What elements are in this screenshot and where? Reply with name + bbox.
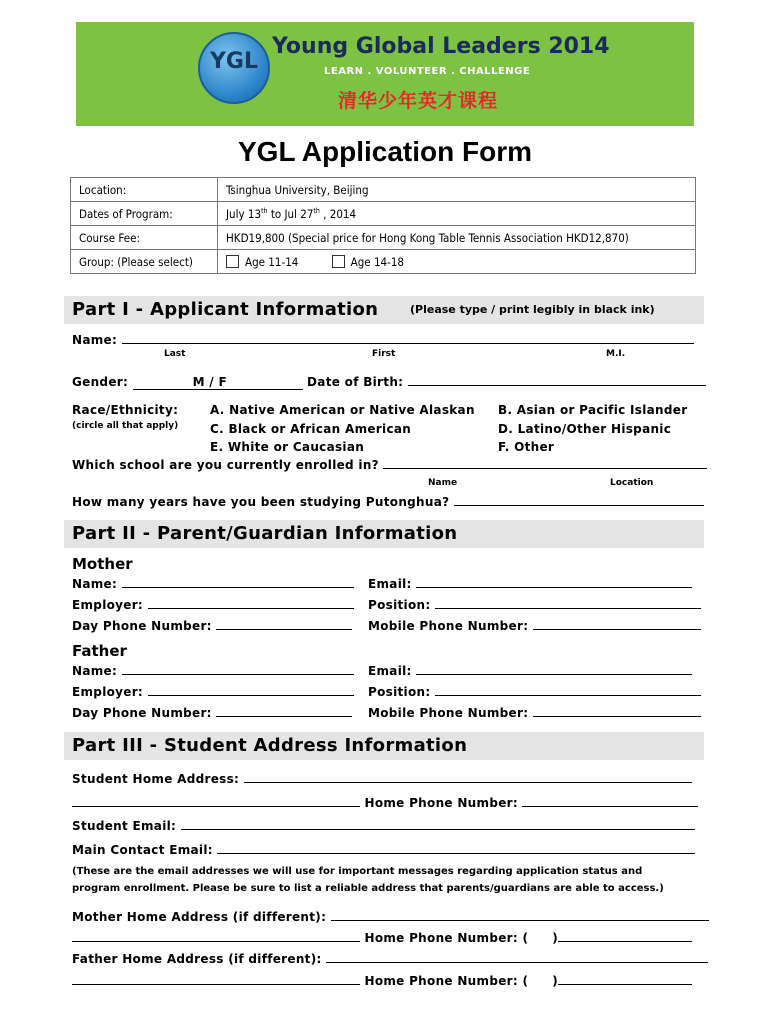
dates-end-suffix: th — [313, 206, 320, 215]
mother-employer-line[interactable] — [148, 598, 354, 609]
close-paren: ) — [552, 974, 559, 988]
location-label: Location: — [71, 178, 218, 202]
father-email-line[interactable] — [416, 664, 692, 675]
label: Name: — [72, 577, 118, 591]
label: Name: — [72, 664, 118, 678]
father-heading: Father — [72, 642, 127, 660]
father-home-phone-line[interactable] — [558, 974, 692, 985]
group-option-2[interactable] — [332, 255, 404, 269]
label: Email: — [368, 664, 412, 678]
table-row — [71, 202, 696, 226]
banner-subtitle: LEARN . VOLUNTEER . CHALLENGE — [324, 66, 531, 77]
student-address-line[interactable] — [244, 772, 692, 783]
mother-email-line[interactable] — [416, 577, 692, 588]
label: Day Phone Number: — [72, 619, 212, 633]
main-email-field[interactable] — [72, 843, 695, 857]
race-option-d[interactable]: D. Latino/Other Hispanic — [498, 422, 672, 436]
student-email-line[interactable] — [181, 819, 695, 830]
group-options — [218, 250, 696, 274]
mother-employer-field[interactable] — [72, 598, 354, 612]
label: Employer: — [72, 598, 144, 612]
header-banner — [76, 22, 694, 126]
logo-text: YGL — [209, 49, 258, 74]
father-address-field[interactable] — [72, 952, 708, 966]
race-option-f[interactable]: F. Other — [498, 440, 555, 454]
section-title: Part III - Student Address Information — [72, 735, 468, 756]
father-day-phone-line[interactable] — [216, 706, 352, 717]
father-position-line[interactable] — [435, 685, 701, 696]
father-address-line-2[interactable] — [72, 974, 360, 985]
student-address-field[interactable] — [72, 772, 692, 786]
race-option-c[interactable]: C. Black or African American — [210, 422, 412, 436]
student-email-field[interactable] — [72, 819, 695, 833]
school-name-caption: Name — [428, 478, 458, 488]
name-label: Name: — [72, 333, 118, 347]
father-day-phone-field[interactable] — [72, 706, 352, 720]
dates-end: , 2014 — [319, 206, 357, 221]
mother-address-line-2[interactable] — [72, 931, 360, 942]
table-row — [71, 250, 696, 274]
dates-start: July 13 — [226, 206, 262, 221]
gender-label: Gender: — [72, 375, 129, 389]
mother-name-field[interactable] — [72, 577, 354, 591]
section-title: Part II - Parent/Guardian Information — [72, 523, 458, 544]
section-title: Part I - Applicant Information — [72, 299, 379, 320]
dob-label: Date of Birth: — [307, 375, 404, 389]
table-row — [71, 178, 696, 202]
label: Home Phone Number: — [364, 796, 518, 810]
label: Mother Home Address (if different): — [72, 910, 327, 924]
mother-name-line[interactable] — [122, 577, 354, 588]
label: Main Contact Email: — [72, 843, 213, 857]
father-mobile-line[interactable] — [533, 706, 701, 717]
label: Mobile Phone Number: — [368, 706, 529, 720]
father-name-field[interactable] — [72, 664, 354, 678]
dates-label: Dates of Program: — [71, 202, 218, 226]
race-label: Race/Ethnicity: — [72, 403, 179, 417]
mother-mobile-field[interactable] — [368, 619, 701, 633]
father-email-field[interactable] — [368, 664, 692, 678]
mother-mobile-line[interactable] — [533, 619, 701, 630]
section-note: (Please type / print legibly in black ink) — [410, 303, 655, 316]
dob-line[interactable] — [408, 375, 706, 386]
last-caption: Last — [164, 349, 186, 359]
label: Mobile Phone Number: — [368, 619, 529, 633]
father-employer-field[interactable] — [72, 685, 354, 699]
father-name-line[interactable] — [122, 664, 354, 675]
school-label: Which school are you currently enrolled in? — [72, 458, 379, 472]
dates-value — [218, 202, 696, 226]
group-option-1-label: Age 11-14 — [245, 254, 299, 269]
group-option-1[interactable] — [226, 255, 298, 269]
mother-heading: Mother — [72, 555, 133, 573]
group-option-2-label: Age 14-18 — [350, 254, 405, 269]
checkbox-icon[interactable] — [226, 255, 239, 268]
mother-address-field[interactable] — [72, 910, 709, 924]
dates-mid: to Jul 27 — [267, 206, 314, 221]
mother-position-line[interactable] — [435, 598, 701, 609]
race-hint: (circle all that apply) — [72, 421, 179, 431]
main-email-line[interactable] — [217, 843, 695, 854]
name-field[interactable] — [72, 333, 694, 347]
label: Father Home Address (if different): — [72, 952, 322, 966]
label: Position: — [368, 598, 431, 612]
label: Student Email: — [72, 819, 177, 833]
mother-day-phone-field[interactable] — [72, 619, 352, 633]
student-address-line-2[interactable] — [72, 796, 360, 807]
group-label: Group: (Please select) — [71, 250, 218, 274]
school-field[interactable] — [72, 458, 707, 472]
race-option-a[interactable]: A. Native American or Native Alaskan — [210, 403, 475, 417]
years-field[interactable] — [72, 495, 704, 509]
close-paren: ) — [552, 931, 559, 945]
label: Position: — [368, 685, 431, 699]
father-address-line[interactable] — [326, 952, 708, 963]
page-title: YGL Application Form — [237, 136, 532, 167]
label: Day Phone Number: — [72, 706, 212, 720]
banner-chinese-title: 清华少年英才课程 — [338, 90, 499, 112]
student-home-phone-line[interactable] — [522, 796, 698, 807]
label: Email: — [368, 577, 412, 591]
section-header-part3 — [64, 732, 704, 760]
mother-position-field[interactable] — [368, 598, 701, 612]
mother-home-phone-field[interactable] — [72, 931, 692, 945]
father-position-field[interactable] — [368, 685, 701, 699]
program-info-table — [70, 177, 696, 274]
first-caption: First — [372, 349, 396, 359]
years-line[interactable] — [454, 495, 704, 506]
label: Home Phone Number: ( — [364, 931, 529, 945]
email-note-line-1: (These are the email addresses we will use for important messages regarding application status and — [72, 866, 643, 877]
mother-address-line[interactable] — [331, 910, 709, 921]
fee-label: Course Fee: — [71, 226, 218, 250]
label: Student Home Address: — [72, 772, 240, 786]
school-location-caption: Location — [610, 478, 654, 488]
mother-day-phone-line[interactable] — [216, 619, 352, 630]
gender-value[interactable]: M / F — [133, 375, 303, 390]
label: Employer: — [72, 685, 144, 699]
banner-title: Young Global Leaders 2014 — [272, 34, 610, 59]
section-header-part2 — [64, 520, 704, 548]
name-line[interactable] — [122, 333, 694, 344]
mi-caption: M.I. — [606, 349, 626, 359]
email-note-line-2: program enrollment. Please be sure to list a reliable address that parents/guardians are able to access.) — [72, 883, 664, 894]
gender-field[interactable] — [72, 375, 706, 390]
mother-home-phone-line[interactable] — [558, 931, 692, 942]
label: Home Phone Number: ( — [364, 974, 529, 988]
student-home-phone-field[interactable] — [72, 796, 698, 810]
father-employer-line[interactable] — [148, 685, 354, 696]
mother-email-field[interactable] — [368, 577, 692, 591]
father-mobile-field[interactable] — [368, 706, 701, 720]
race-option-e[interactable]: E. White or Caucasian — [210, 440, 365, 454]
years-label: How many years have you been studying Putonghua? — [72, 495, 450, 509]
father-home-phone-field[interactable] — [72, 974, 692, 988]
section-header-part1 — [64, 296, 704, 324]
school-line[interactable] — [383, 458, 707, 469]
race-option-b[interactable]: B. Asian or Pacific Islander — [498, 403, 688, 417]
table-row — [71, 226, 696, 250]
fee-value: HKD19,800 (Special price for Hong Kong Table Tennis Association HKD12,870) — [218, 226, 696, 250]
dates-start-suffix: th — [261, 206, 268, 215]
location-value: Tsinghua University, Beijing — [218, 178, 696, 202]
checkbox-icon[interactable] — [332, 255, 345, 268]
